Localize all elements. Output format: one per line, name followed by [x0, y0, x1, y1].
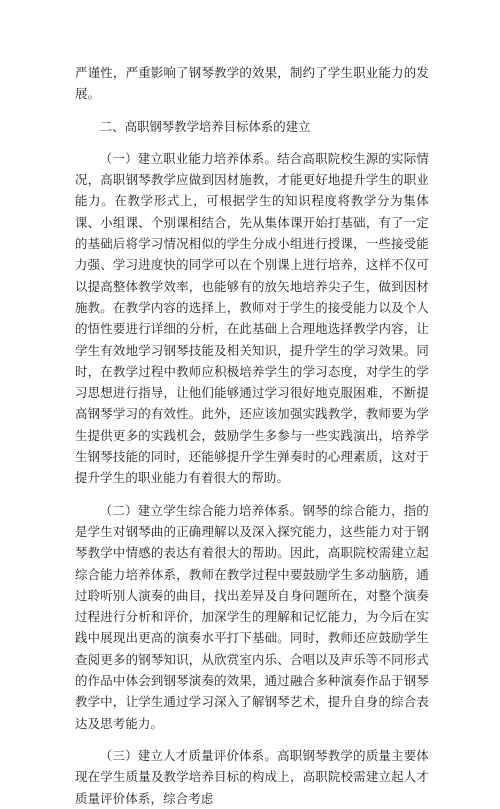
section-heading: 二、高职钢琴教学培养目标体系的建立 [99, 118, 311, 134]
spacer [75, 105, 429, 116]
spacer [75, 137, 429, 148]
paragraph-vocational-ability: （一）建立职业能力培养体系。结合高职院校生源的实际情况，高职钢琴教学应做到因材施教，才能更好地提升学生的职业能力。在教学形式上，可根据学生的知识程度将教学分为集体课、小组课、个别课相结合，先从集体课开始打基础，有了一定的基础后将学习情况相似的学生分成小组进行授课，一些接受能力强、学习进度快的同学可以在个别课上进行培养，这样不仅可以提高整体教学效率，也能够有的放矢地培养尖子生，做到因材施教。在教学内容的选择上，教师对于学生的接受能力以及个人的悟性要进行详细的分析，在此基础上合理地选择教学内容，让学生有效地学习钢琴技能及相关知识，提升学生的学习效果。同时，在教学过程中教师应积极培养学生的学习态度，对学生的学习思想进行指导，让他们能够通过学习很好地克服困难，不断提高钢琴学习的有效性。此外，还应该加强实践教学，教师要为学生提供更多的实践机会，鼓励学生多参与一些实践演出，培养学生钢琴技能的同时，还能够提升学生弹奏时的心理素质，这对于提升学生的职业能力有着很大的帮助。 [75, 150, 429, 486]
lead-text: 严谨性，严重影响了钢琴教学的效果，制约了学生职业能力的发展。 [75, 65, 429, 102]
spacer [75, 734, 429, 745]
paragraph-quality-evaluation: （三）建立人才质量评价体系。高职钢琴教学的质量主要体现在学生质量及教学培养目标的构成上，高职院校需建立起人才质量评价体系，综合考虑 [75, 747, 429, 806]
paragraph-comprehensive-ability: （二）建立学生综合能力培养体系。钢琴的综合能力，指的是学生对钢琴曲的正确理解以及深入探究能力，这些能力对于钢琴教学中情感的表达有着很大的帮助。因此，高职院校需建立起综合能力培养体系，教师在教学过程中要鼓励学生多动脑筋，通过聆听别人演奏的曲目，找出差异及自身问题所在，对整个演奏过程进行分析和评价，加深学生的理解和记忆能力，为今后在实践中展现出更高的演奏水平打下基础。同时，教师还应鼓励学生查阅更多的钢琴知识，从欣赏室内乐、合唱以及声乐等不同形式的作品中体会到钢琴演奏的效果，通过融合多种演奏作品于钢琴教学中，让学生通过学习深入了解钢琴艺术，提升自身的综合表达及思考能力。 [75, 502, 429, 731]
document-body [75, 62, 429, 809]
spacer [75, 489, 429, 500]
